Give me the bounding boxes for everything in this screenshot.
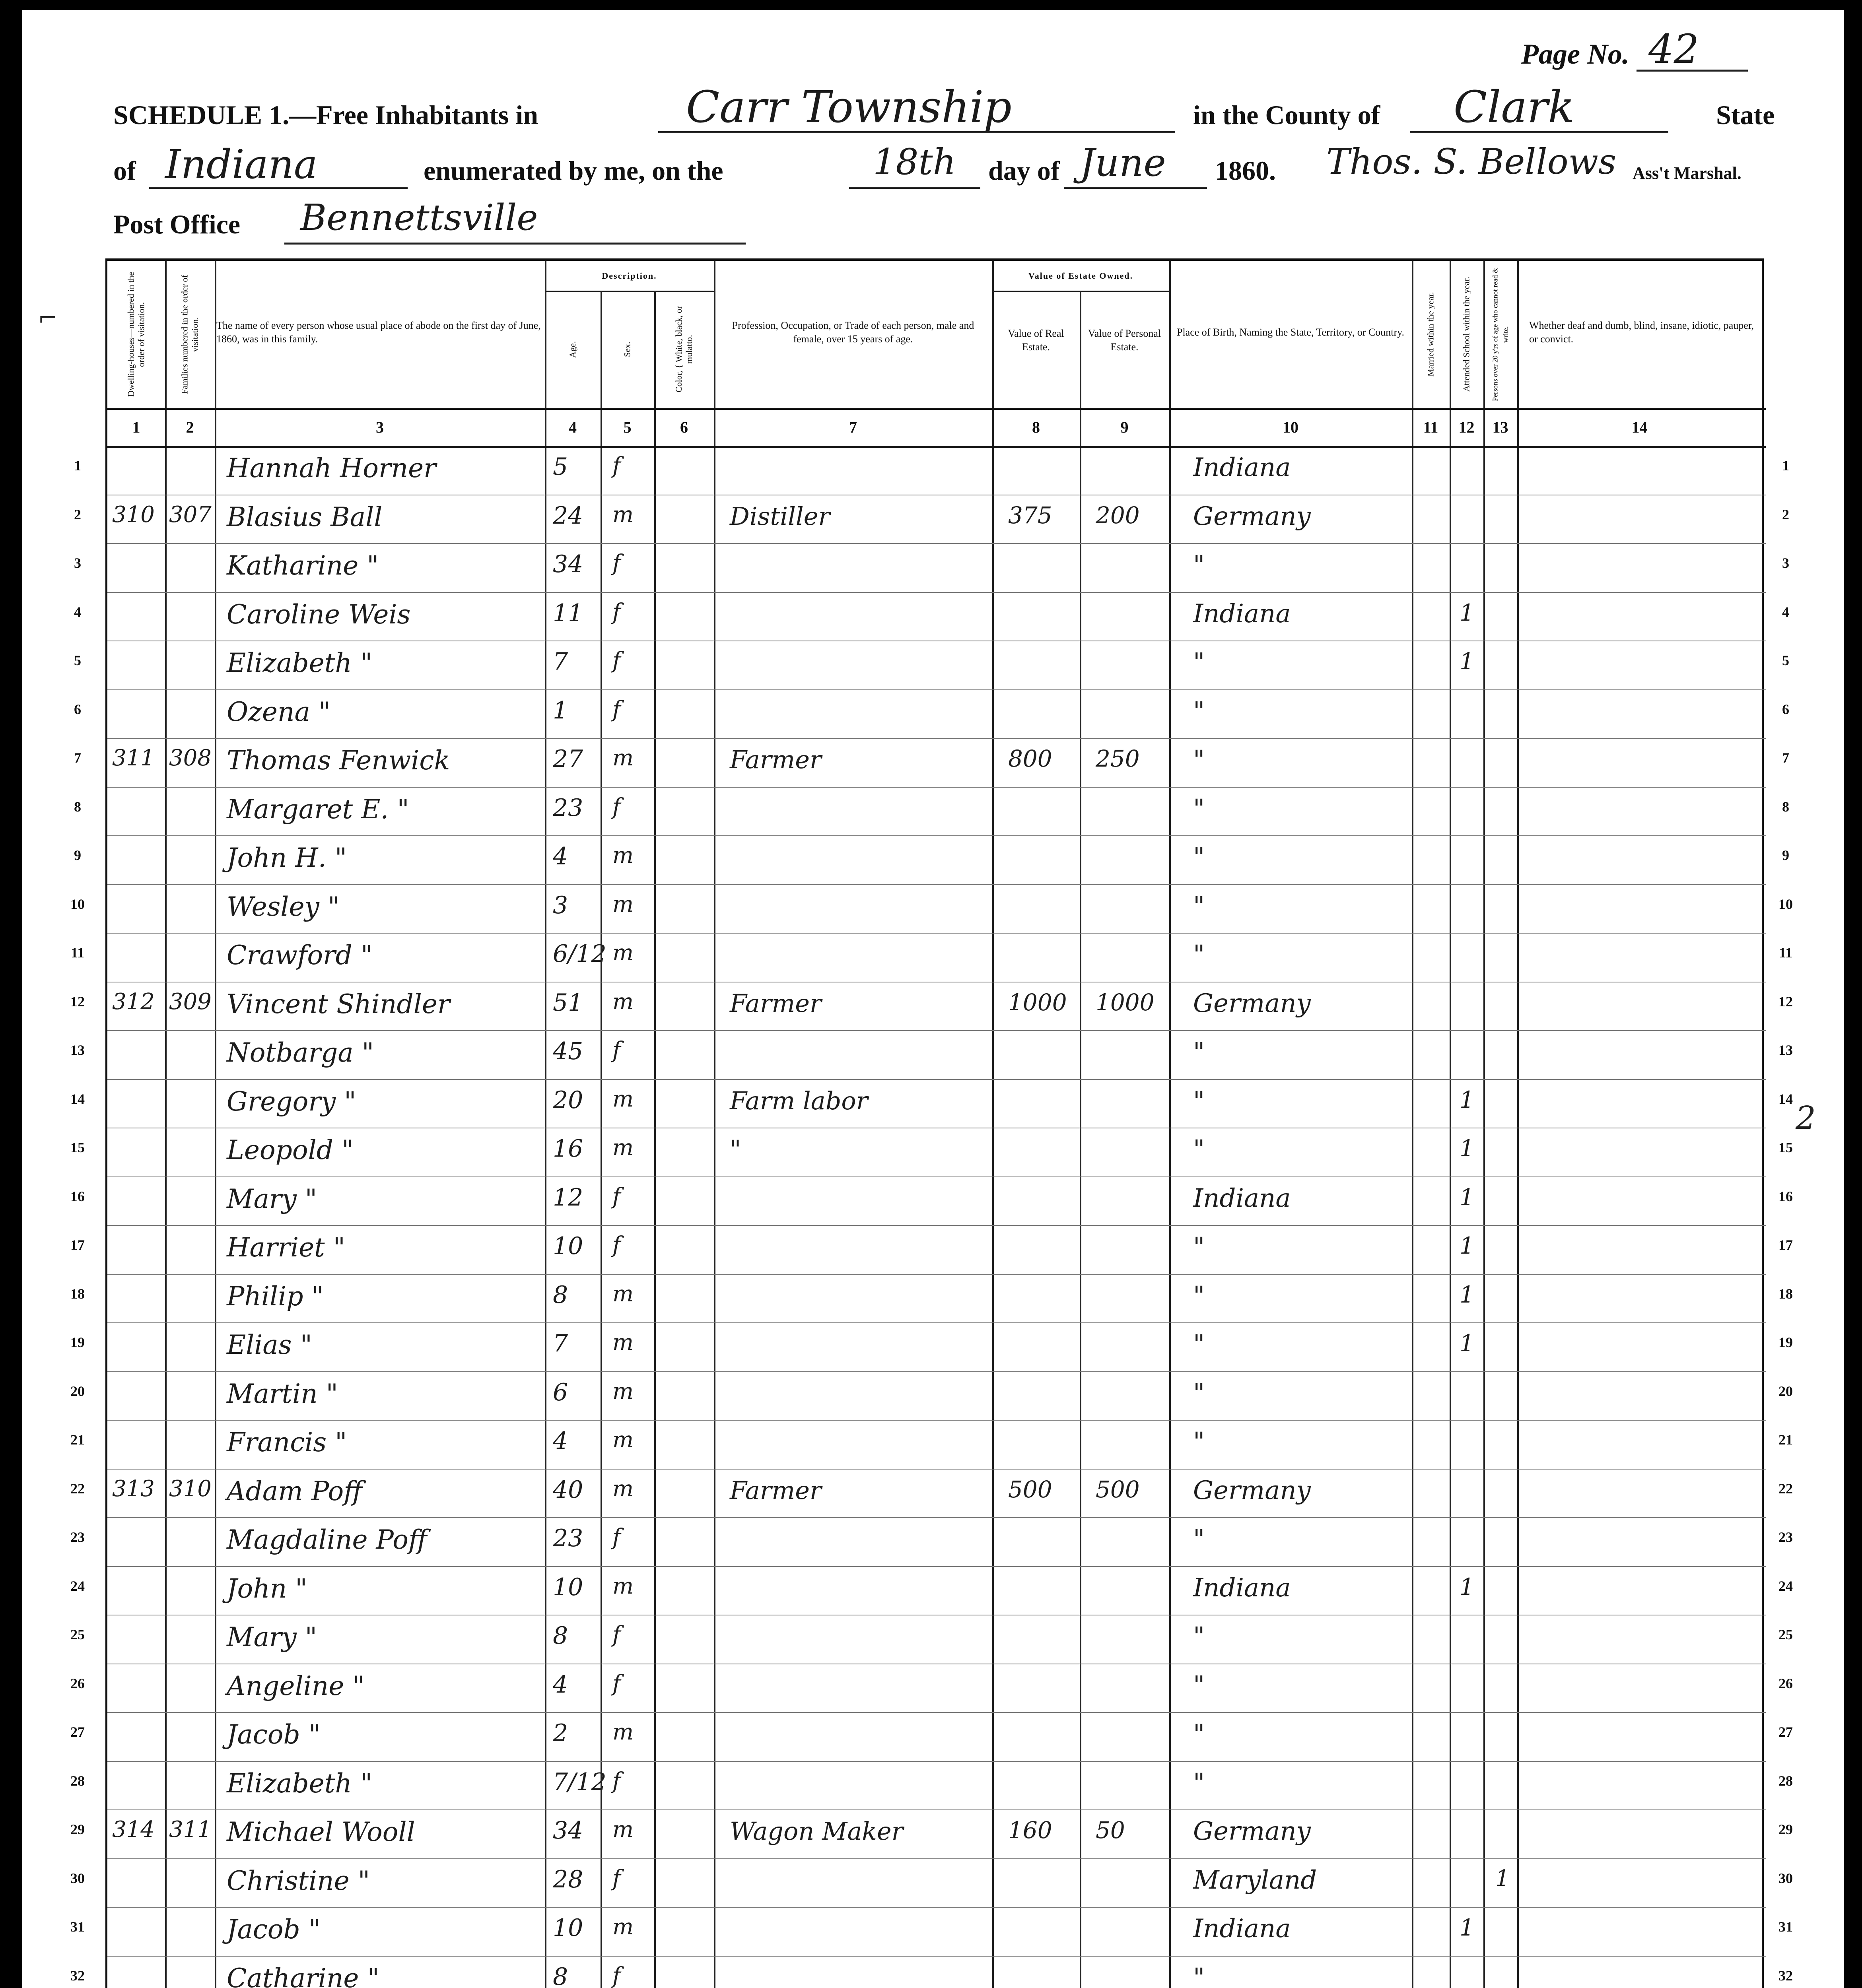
left-row-number: 13 [70, 1042, 85, 1058]
row-6-birth: " [1193, 696, 1205, 726]
left-row-number: 28 [70, 1773, 85, 1789]
state-label: State [1716, 100, 1775, 130]
margin-note-right: 2 [1796, 1099, 1816, 1136]
column-number-12: 12 [1458, 418, 1475, 436]
row-6-sex: f [612, 696, 621, 722]
row-20-birth: " [1193, 1378, 1205, 1408]
row-2-dw: 310 [112, 501, 155, 528]
left-row-number: 30 [70, 1870, 85, 1886]
row-31-birth: Indiana [1193, 1914, 1291, 1943]
row-7-dw: 311 [112, 745, 155, 771]
row-12-age: 51 [553, 988, 583, 1017]
col-14-header: Whether deaf and dumb, blind, insane, idiotic, pauper, or convict. [1529, 320, 1754, 345]
row-6-name: Ozena " [227, 696, 331, 727]
row-21-age: 4 [553, 1427, 568, 1455]
row-9-age: 4 [553, 843, 568, 870]
right-row-number: 21 [1778, 1432, 1793, 1448]
row-14-occ: Farm labor [730, 1086, 868, 1115]
row-2-occ: Distiller [730, 501, 830, 531]
row-19-birth: " [1193, 1330, 1205, 1359]
row-1-age: 5 [553, 453, 568, 481]
right-row-number: 24 [1778, 1578, 1793, 1594]
left-row-number: 20 [70, 1383, 85, 1399]
census-sheet: Page No. 42 SCHEDULE 1.—Free Inhabitants in Carr Township in the County of Clark State of Indiana enumerated by me, on the 18th day of June 1860. Thos. S. Bellows Ass't Marshal. Post Office Bennettsville ⌐ Dwelling-houses—numbered in the order of visitation. Families numbered in the order of visitation. The name of every person whose usual place of abode on the first day of June, 1860, was in this family. Description. Age. Sex. Color, { White, black, or mulatto. Profession, Occupation, or Trade of each person, male and female, over 15 years of age. Value of Estate Owned. Value of Real Estate. Value of Personal Estate. Place of Birth, Naming the State, Territory, or Country. Married within the year. Attended School within the year. Persons over 20 y'rs of age who cannot read & write. Whether deaf and dumb, blind, insane, idiotic, pauper, or convict. 1 2 3 4 5 6 7 8 9 10 11 12 13 14 Hannah Horner 5 f Indiana 310 307 Blasius Ball 24 m Distiller 375 200 Germany Katharine " 34 f " Caroline Weis 11 f Indiana 1 Elizabeth " 7 f " 1 Ozena " 1 f " 311 308 Thomas Fenwick 27 m Farmer 800 250 " Margaret E. " 23 f " John H. " 4 m " Wesley " 3 m " Crawford " 6/12 m " 312 309 Vincent Shindler 51 m Farmer 1000 1000 Germany Notbarga " 45 f " Gregory " 20 m Farm labor " 1 Leopold " 16 m " " 1 Mary " 12 f Indiana 1 Harriet " 10 f " 1 Philip " 8 m " 1 Elias " 7 m " 1 Martin " 6 m " Francis " 4 m " 313 310 Adam Poff 40 m Farmer 500 500 Germany Magdaline Poff 23 f " John " 10 m Indiana 1 Mary " 8 f " Angeline " 4 f " Jacob " 2 m " Elizabeth " 7/12 f " 314 311 Michael Wooll 34 m Wagon Maker 160 50 Germany Christine " 28 f Maryland Jacob " 10 m Indiana 1 Catharine " 8 f " 1 1 2 3 4 5 6 7 8 9 10 11 12 13 14 15 16 17 18 19 20 21 22 23 24 25 26 27 28 29 30 31 32 1 2 3 4 5 6 7 8 9 10 11 12 13 14 15 16 17 18 19 20 21 22 23 24 25 26 27 28 29 30 31 32 2 [22, 10, 1844, 1988]
row-12-sex: m [612, 988, 634, 1015]
col-12-header: Attended School within the year. [1461, 277, 1471, 392]
left-row-number: 25 [70, 1627, 85, 1642]
row-7-birth: " [1193, 745, 1205, 775]
right-row-number: 19 [1778, 1334, 1793, 1350]
row-8-sex: f [612, 794, 621, 820]
row-15-sex: m [612, 1135, 634, 1161]
estate-header: Value of Estate Owned. [1028, 270, 1133, 281]
row-29-name: Michael Wooll [227, 1817, 415, 1847]
schedule-title: SCHEDULE 1.—Free Inhabitants in [113, 100, 538, 130]
row-21-birth: " [1193, 1427, 1205, 1456]
row-30-name: Christine " [227, 1865, 370, 1896]
column-number-1: 1 [132, 418, 140, 436]
left-row-number: 16 [70, 1188, 85, 1204]
row-13-birth: " [1193, 1037, 1205, 1067]
row-27-sex: m [612, 1719, 634, 1745]
row-32-sex: f [612, 1963, 621, 1988]
column-number-4: 4 [569, 418, 577, 436]
row-12-birth: Germany [1193, 988, 1311, 1018]
row-21-name: Francis " [227, 1427, 347, 1458]
row-26-sex: f [612, 1670, 621, 1697]
row-24-age: 10 [553, 1573, 583, 1601]
row-5-name: Elizabeth " [227, 648, 373, 678]
row-22-age: 40 [553, 1475, 583, 1504]
township-value: Carr Township [686, 82, 1012, 132]
right-row-number: 2 [1782, 506, 1789, 522]
row-27-name: Jacob " [227, 1719, 321, 1750]
post-office-label: Post Office [113, 209, 241, 239]
month-value: June [1080, 141, 1166, 185]
enumerated-label: enumerated by me, on the [424, 155, 723, 186]
right-row-number: 27 [1778, 1724, 1793, 1740]
left-row-number: 7 [74, 750, 81, 766]
row-14-birth: " [1193, 1086, 1205, 1116]
state-value: Indiana [165, 141, 318, 188]
row-28-sex: f [612, 1768, 621, 1794]
right-row-number: 8 [1782, 798, 1789, 815]
left-row-number: 26 [70, 1675, 85, 1691]
right-row-number: 10 [1778, 896, 1793, 912]
column-number-5: 5 [623, 418, 632, 436]
column-number-11: 11 [1423, 418, 1438, 436]
row-12-dw: 312 [112, 988, 155, 1015]
row-1-sex: f [612, 453, 621, 479]
row-29-real: 160 [1008, 1817, 1052, 1844]
row-7-occ: Farmer [730, 745, 822, 774]
right-row-number: 18 [1778, 1285, 1793, 1302]
column-number-2: 2 [186, 418, 194, 436]
right-row-number: 26 [1778, 1675, 1793, 1691]
page-number: 42 [1648, 26, 1699, 72]
row-23-age: 23 [553, 1524, 583, 1552]
row-3-sex: f [612, 550, 621, 576]
row-16-age: 12 [553, 1183, 583, 1211]
col-13-header: Persons over 20 y'rs of age who cannot read & write. [1491, 268, 1510, 401]
column-number-10: 10 [1283, 418, 1298, 436]
row-9-birth: " [1193, 843, 1205, 872]
row-20-name: Martin " [227, 1378, 338, 1409]
row-18-age: 8 [553, 1281, 568, 1309]
row-18-name: Philip " [227, 1281, 324, 1312]
right-row-number: 31 [1778, 1919, 1793, 1935]
row-14-school: 1 [1460, 1086, 1474, 1113]
row-17-birth: " [1193, 1232, 1205, 1262]
row-18-school: 1 [1460, 1281, 1474, 1308]
row-4-sex: f [612, 599, 621, 625]
row-2-sex: m [612, 501, 634, 528]
row-16-school: 1 [1460, 1183, 1474, 1211]
row-30-age: 28 [553, 1865, 583, 1893]
row-22-birth: Germany [1193, 1475, 1311, 1505]
left-row-number: 23 [70, 1529, 85, 1545]
row-29-pers: 50 [1096, 1817, 1125, 1844]
right-row-number: 30 [1778, 1870, 1793, 1886]
row-7-pers: 250 [1096, 745, 1140, 772]
row-4-age: 11 [553, 599, 583, 627]
left-row-number: 18 [70, 1285, 85, 1302]
row-3-birth: " [1193, 550, 1205, 580]
left-row-number: 12 [70, 993, 85, 1010]
right-row-number: 20 [1778, 1383, 1793, 1399]
row-7-age: 27 [553, 745, 583, 773]
right-row-number: 1 [1782, 458, 1789, 474]
left-row-number: 8 [74, 798, 81, 815]
row-25-age: 8 [553, 1622, 568, 1650]
marshal-label: Ass't Marshal. [1633, 163, 1741, 183]
left-row-number: 11 [70, 945, 84, 961]
row-19-age: 7 [553, 1330, 568, 1357]
row-15-occ: " [730, 1135, 741, 1164]
row-28-birth: " [1193, 1768, 1205, 1798]
row-9-sex: m [612, 843, 634, 868]
row-23-sex: f [612, 1524, 621, 1550]
right-row-number: 13 [1778, 1042, 1793, 1058]
left-row-number: 27 [70, 1724, 85, 1740]
row-25-birth: " [1193, 1622, 1205, 1651]
county-label: in the County of [1193, 100, 1380, 130]
day-value: 18th [873, 141, 956, 183]
row-2-real: 375 [1008, 501, 1052, 529]
row-8-birth: " [1193, 794, 1205, 823]
col-2-header: Families numbered in the order of visitation. [179, 275, 200, 394]
row-30-birth: Maryland [1193, 1865, 1317, 1895]
row-12-real: 1000 [1008, 988, 1067, 1016]
right-row-number: 29 [1778, 1821, 1793, 1837]
row-22-fam: 310 [169, 1475, 212, 1502]
col-7-header: Profession, Occupation, or Trade of each person, male and female, over 15 years of age. [732, 320, 974, 345]
row-2-birth: Germany [1193, 501, 1311, 531]
right-row-number: 9 [1782, 847, 1789, 863]
row-25-name: Mary " [227, 1622, 317, 1652]
row-7-sex: m [612, 745, 634, 771]
row-22-pers: 500 [1096, 1475, 1140, 1503]
row-12-name: Vincent Shindler [227, 988, 450, 1019]
right-row-number: 14 [1778, 1091, 1793, 1107]
col-5-header: Sex. [622, 342, 632, 357]
row-10-name: Wesley " [227, 891, 340, 922]
row-26-birth: " [1193, 1670, 1205, 1700]
row-23-name: Magdaline Poff [227, 1524, 427, 1555]
row-14-sex: m [612, 1086, 634, 1112]
row-18-birth: " [1193, 1281, 1205, 1310]
left-row-number: 4 [74, 604, 81, 620]
right-row-number: 4 [1782, 604, 1789, 620]
year-label: 1860. [1215, 155, 1276, 186]
row-5-sex: f [612, 648, 621, 674]
census-table [105, 258, 1764, 1988]
row-23-birth: " [1193, 1524, 1205, 1554]
row-24-name: John " [227, 1573, 307, 1604]
row-9-name: John H. " [227, 843, 347, 873]
row-29-fam: 311 [169, 1817, 212, 1842]
row-27-birth: " [1193, 1719, 1205, 1749]
left-row-number: 5 [74, 652, 81, 668]
row-2-name: Blasius Ball [227, 501, 383, 532]
column-number-7: 7 [849, 418, 857, 436]
row-7-name: Thomas Fenwick [227, 745, 450, 776]
left-row-number: 1 [74, 458, 81, 474]
left-row-number: 17 [70, 1237, 85, 1253]
row-10-age: 3 [553, 891, 568, 919]
row-5-birth: " [1193, 648, 1205, 677]
row-26-age: 4 [553, 1670, 568, 1699]
col-8-header: Value of Real Estate. [1008, 328, 1064, 353]
right-row-number: 28 [1778, 1773, 1793, 1789]
row-5-age: 7 [553, 648, 568, 676]
row-16-sex: f [612, 1183, 621, 1209]
row-2-pers: 200 [1096, 501, 1140, 529]
right-row-number: 16 [1778, 1188, 1793, 1204]
column-number-6: 6 [680, 418, 688, 436]
row-6-age: 1 [553, 696, 568, 724]
col-11-header: Married within the year. [1425, 292, 1436, 377]
description-header: Description. [602, 270, 657, 281]
row-7-fam: 308 [169, 745, 212, 771]
right-row-number: 7 [1782, 750, 1789, 766]
row-19-name: Elias " [227, 1330, 312, 1360]
left-row-number: 15 [70, 1140, 85, 1155]
column-number-14: 14 [1631, 418, 1648, 436]
right-row-number: 17 [1778, 1237, 1793, 1253]
row-10-birth: " [1193, 891, 1205, 921]
left-row-number: 19 [70, 1334, 85, 1350]
day-of-label: day of [988, 155, 1060, 186]
row-24-school: 1 [1460, 1573, 1474, 1600]
right-row-number: 15 [1778, 1140, 1793, 1155]
row-24-sex: m [612, 1573, 634, 1599]
row-31-school: 1 [1460, 1914, 1474, 1941]
row-18-sex: m [612, 1281, 634, 1307]
row-16-name: Mary " [227, 1183, 317, 1214]
col-9-header: Value of Personal Estate. [1088, 328, 1161, 353]
row-12-pers: 1000 [1096, 988, 1155, 1016]
col-1-header: Dwelling-houses—numbered in the order of visitation. [126, 272, 146, 397]
row-4-birth: Indiana [1193, 599, 1291, 629]
column-number-3: 3 [376, 418, 384, 436]
page-label: Page No. [1521, 38, 1629, 70]
row-32-name: Catharine " [227, 1963, 379, 1988]
marshal-signature: Thos. S. Bellows [1326, 141, 1617, 182]
row-15-school: 1 [1460, 1135, 1474, 1162]
row-16-birth: Indiana [1193, 1183, 1291, 1213]
row-19-sex: m [612, 1330, 634, 1355]
row-19-school: 1 [1460, 1330, 1474, 1357]
row-13-sex: f [612, 1037, 621, 1063]
right-row-number: 23 [1778, 1529, 1793, 1545]
col-4-header: Age. [568, 341, 577, 358]
row-15-birth: " [1193, 1135, 1205, 1164]
row-24-birth: Indiana [1193, 1573, 1291, 1603]
left-row-number: 21 [70, 1432, 85, 1448]
row-3-age: 34 [553, 550, 583, 578]
row-12-fam: 309 [169, 988, 212, 1015]
row-1-name: Hannah Horner [227, 453, 436, 483]
right-row-number: 5 [1782, 652, 1789, 668]
row-11-birth: " [1193, 940, 1205, 969]
right-row-number: 3 [1782, 555, 1789, 571]
col-3-header: The name of every person whose usual place of abode on the first day of June, 1860, was in this family. [216, 320, 541, 345]
right-row-number: 22 [1778, 1480, 1793, 1497]
row-15-name: Leopold " [227, 1135, 354, 1165]
county-value: Clark [1454, 82, 1575, 132]
row-17-sex: f [612, 1232, 621, 1258]
row-14-name: Gregory " [227, 1086, 356, 1117]
row-11-sex: m [612, 940, 634, 966]
col-6-header: Color, { White, black, or mulatto. [674, 306, 694, 393]
left-row-number: 14 [70, 1091, 85, 1107]
row-29-dw: 314 [112, 1817, 155, 1842]
row-28-age: 7/12 [553, 1768, 606, 1796]
right-row-number: 32 [1778, 1967, 1793, 1984]
row-30-sex: f [612, 1865, 621, 1891]
row-32-birth: " [1193, 1963, 1205, 1988]
row-31-age: 10 [553, 1914, 583, 1942]
row-29-age: 34 [553, 1817, 583, 1844]
row-22-dw: 313 [112, 1475, 155, 1502]
row-17-school: 1 [1460, 1232, 1474, 1259]
row-28-name: Elizabeth " [227, 1768, 373, 1799]
row-13-age: 45 [553, 1037, 583, 1065]
left-row-number: 29 [70, 1821, 85, 1837]
row-17-name: Harriet " [227, 1232, 346, 1263]
column-number-13: 13 [1492, 418, 1508, 436]
row-22-occ: Farmer [730, 1475, 822, 1505]
left-row-number: 9 [74, 847, 81, 863]
row-14-age: 20 [553, 1086, 583, 1114]
row-11-name: Crawford " [227, 940, 373, 971]
row-11-age: 6/12 [553, 940, 606, 968]
row-29-birth: Germany [1193, 1817, 1311, 1846]
row-32-age: 8 [553, 1963, 568, 1988]
left-row-number: 24 [70, 1578, 85, 1594]
row-13-name: Notbarga " [227, 1037, 374, 1068]
right-row-number: 11 [1778, 945, 1792, 961]
row-15-age: 16 [553, 1135, 583, 1163]
row-4-school: 1 [1460, 599, 1474, 626]
column-number-8: 8 [1032, 418, 1040, 436]
col-10-header: Place of Birth, Naming the State, Territory, or Country. [1177, 326, 1404, 338]
col13-mark: 1 [1495, 1865, 1510, 1891]
row-22-real: 500 [1008, 1475, 1052, 1503]
right-row-number: 12 [1778, 993, 1793, 1010]
row-20-age: 6 [553, 1378, 568, 1406]
row-29-sex: m [612, 1817, 634, 1842]
row-2-age: 24 [553, 501, 583, 530]
row-21-sex: m [612, 1427, 634, 1453]
row-31-sex: m [612, 1914, 634, 1940]
left-row-number: 22 [70, 1480, 85, 1497]
row-25-sex: f [612, 1622, 621, 1648]
row-17-age: 10 [553, 1232, 583, 1260]
right-row-number: 6 [1782, 701, 1789, 717]
row-5-school: 1 [1460, 648, 1474, 675]
of-label: of [113, 155, 136, 186]
row-4-name: Caroline Weis [227, 599, 411, 630]
row-12-occ: Farmer [730, 988, 822, 1018]
row-29-occ: Wagon Maker [730, 1817, 904, 1846]
row-8-age: 23 [553, 794, 583, 822]
row-2-fam: 307 [169, 501, 212, 528]
row-26-name: Angeline " [227, 1670, 365, 1701]
left-row-number: 31 [70, 1919, 85, 1935]
left-row-number: 6 [74, 701, 81, 717]
post-office-value: Bennettsville [300, 197, 538, 239]
row-22-sex: m [612, 1475, 634, 1502]
row-31-name: Jacob " [227, 1914, 321, 1945]
left-row-number: 32 [70, 1967, 85, 1984]
row-1-birth: Indiana [1193, 453, 1291, 482]
column-number-9: 9 [1120, 418, 1129, 436]
left-row-number: 2 [74, 506, 81, 522]
left-row-number: 3 [74, 555, 81, 571]
row-22-name: Adam Poff [227, 1475, 363, 1507]
row-7-real: 800 [1008, 745, 1052, 772]
row-20-sex: m [612, 1378, 634, 1404]
row-8-name: Margaret E. " [227, 794, 409, 825]
right-row-number: 25 [1778, 1627, 1793, 1642]
row-3-name: Katharine " [227, 550, 379, 581]
row-27-age: 2 [553, 1719, 568, 1747]
left-row-number: 10 [70, 896, 85, 912]
row-10-sex: m [612, 891, 634, 917]
